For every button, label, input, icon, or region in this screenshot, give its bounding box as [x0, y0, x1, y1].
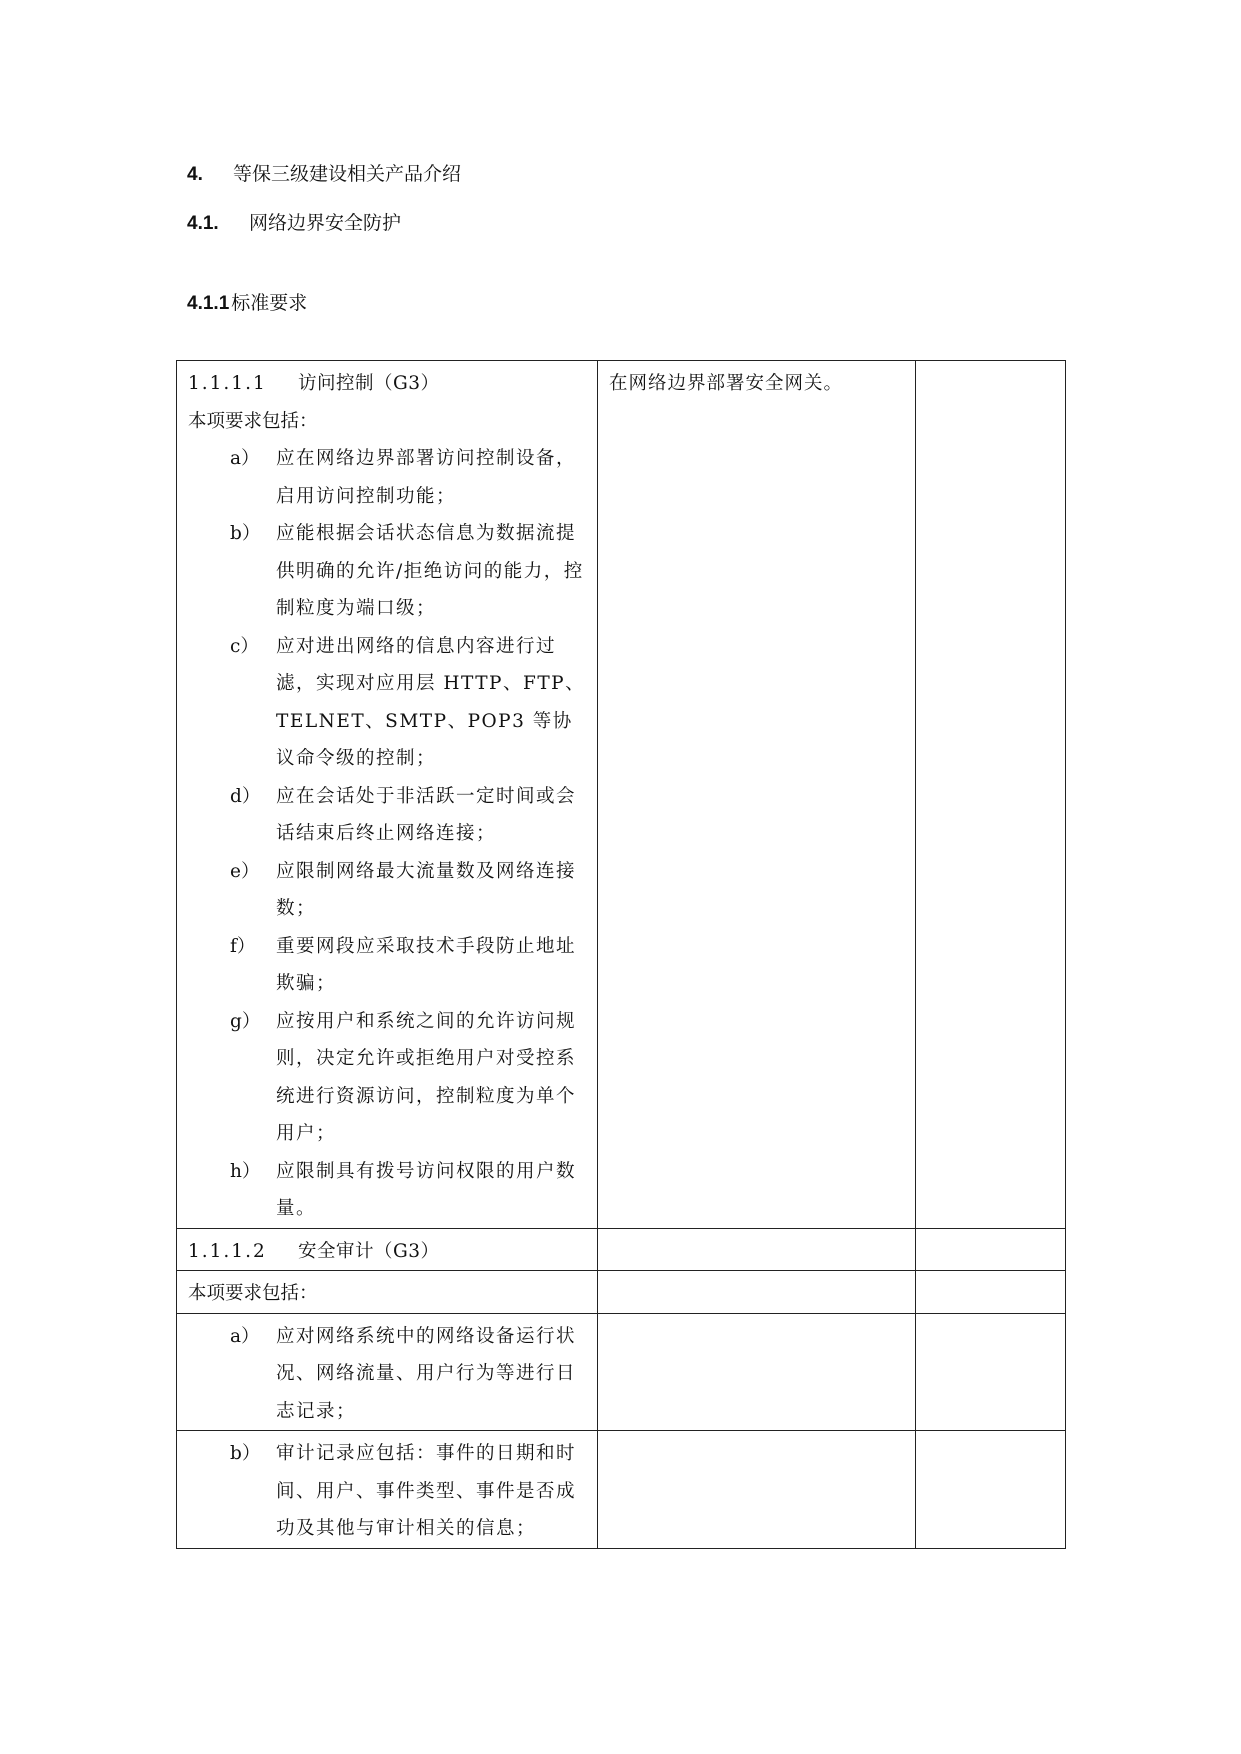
measure-cell [598, 1228, 916, 1271]
requirement-cell [177, 1313, 598, 1431]
item-text: 应按用户和系统之间的允许访问规则，决定允许或拒绝用户对受控系统进行资源访问，控制粒度为单个用户； [276, 1010, 577, 1144]
item-text: 应限制具有拨号访问权限的用户数量。 [276, 1160, 577, 1219]
list-item [188, 1435, 587, 1548]
item-text: 应能根据会话状态信息为数据流提供明确的允许/拒绝访问的能力，控制粒度为端口级； [276, 523, 584, 619]
item-text: 应限制网络最大流量数及网络连接数； [276, 860, 577, 919]
list-item [188, 928, 587, 1003]
item-mark: g） [230, 1010, 261, 1032]
heading-text: 网络边界安全防护 [249, 212, 402, 234]
item-text: 应对进出网络的信息内容进行过滤，实现对应用层 HTTP、FTP、TELNET、SMTP、POP3 等协议命令级的控制； [276, 635, 586, 769]
item-text: 应在网络边界部署访问控制设备，启用访问控制功能； [276, 448, 577, 507]
heading-number: 4.1. [187, 213, 219, 234]
requirement-intro: 本项要求包括： [188, 410, 318, 432]
list-item [188, 1318, 587, 1431]
heading-number: 4. [187, 164, 203, 185]
section-name: 安全审计（G3） [298, 1240, 440, 1262]
list-item [188, 1153, 587, 1228]
table-row [177, 1228, 1066, 1271]
list-item [188, 628, 587, 778]
item-mark: a） [230, 1325, 260, 1347]
table-row [177, 1313, 1066, 1431]
item-mark: a） [230, 448, 260, 469]
heading-text: 标准要求 [231, 292, 308, 314]
section-heading-4 [187, 162, 461, 187]
section-number: 1.1.1.1 [188, 373, 267, 394]
remark-cell [916, 1228, 1066, 1271]
remark-cell [916, 1431, 1066, 1549]
item-mark: b） [230, 523, 261, 544]
remark-cell [916, 1313, 1066, 1431]
item-mark: c） [230, 635, 259, 657]
section-title [188, 1233, 587, 1271]
remark-cell [916, 1271, 1066, 1314]
list-item [188, 440, 587, 515]
section-heading-4-1-1 [187, 291, 307, 316]
section-title [188, 365, 587, 403]
list-item [188, 853, 587, 928]
item-mark: d） [230, 785, 261, 807]
item-text: 应对网络系统中的网络设备运行状况、网络流量、用户行为等进行日志记录； [276, 1325, 577, 1422]
section-name: 访问控制（G3） [298, 373, 440, 394]
table-row [177, 361, 1066, 1229]
measure-cell [598, 1431, 916, 1549]
item-mark: f） [230, 935, 256, 957]
requirement-intro: 本项要求包括： [188, 1283, 318, 1304]
section-heading-4-1 [187, 211, 401, 236]
measure-note: 在网络边界部署安全网关。 [609, 373, 844, 394]
measure-cell [598, 1313, 916, 1431]
remark-cell [916, 361, 1066, 1229]
heading-number: 4.1.1 [187, 293, 230, 314]
list-item [188, 778, 587, 853]
measure-cell [598, 361, 916, 1229]
item-text: 审计记录应包括：事件的日期和时间、用户、事件类型、事件是否成功及其他与审计相关的信息； [276, 1443, 577, 1539]
heading-text: 等保三级建设相关产品介绍 [233, 163, 462, 185]
item-mark: b） [230, 1443, 261, 1464]
requirement-cell [177, 1228, 598, 1271]
requirement-cell [177, 1271, 598, 1314]
list-item [188, 1003, 587, 1153]
requirement-cell [177, 361, 598, 1229]
item-text: 应在会话处于非活跃一定时间或会话结束后终止网络连接； [276, 785, 577, 844]
item-mark: h） [230, 1160, 261, 1182]
requirements-table [176, 360, 1066, 1549]
measure-cell [598, 1271, 916, 1314]
section-number: 1.1.1.2 [188, 1240, 267, 1262]
item-text: 重要网段应采取技术手段防止地址欺骗； [276, 935, 577, 994]
requirement-cell [177, 1431, 598, 1549]
list-item [188, 515, 587, 628]
item-mark: e） [230, 860, 260, 882]
table-row [177, 1271, 1066, 1314]
table-row [177, 1431, 1066, 1549]
